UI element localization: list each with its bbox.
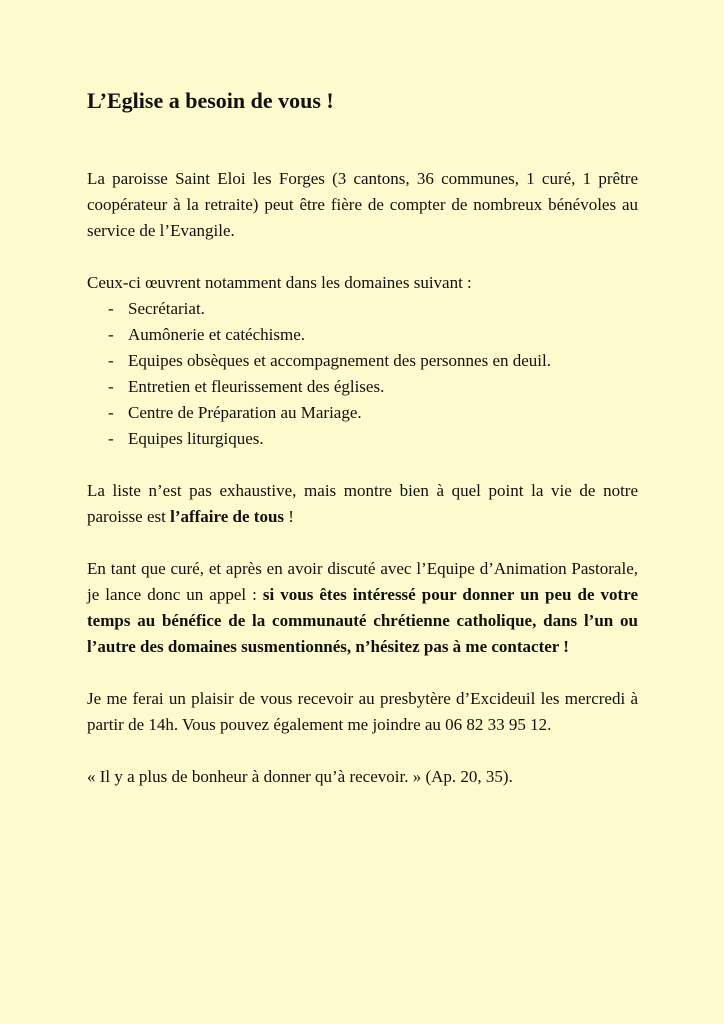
dash-marker: -	[108, 351, 114, 370]
exhaustive-text: La liste n’est pas exhaustive, mais montre bien à quel point la vie de notre paroisse est	[87, 481, 638, 526]
list-item	[87, 400, 638, 426]
intro-paragraph: La paroisse Saint Eloi les Forges (3 cantons, 36 communes, 1 curé, 1 prêtre coopérateur à la retraite) peut être fière de compter de nombreux bénévoles au service de l’Evangile.	[87, 169, 638, 240]
appeal-bold-text: si vous êtes intéressé pour donner un peu de votre temps au bénéfice de la communauté chrétienne catholique, dans l’un ou l’autre des domaines susmentionnés, n’hésitez pas à me contacter !	[87, 585, 639, 656]
list-item-label: Equipes liturgiques.	[128, 429, 264, 448]
appeal-paragraph	[87, 556, 638, 660]
list-item	[87, 322, 638, 348]
dash-marker: -	[108, 325, 114, 344]
dash-marker: -	[108, 429, 114, 448]
domains-list	[87, 296, 638, 452]
dash-marker: -	[108, 377, 114, 396]
exhaustive-bold-text: l’affaire de tous	[170, 507, 285, 526]
list-item-label: Entretien et fleurissement des églises.	[128, 377, 385, 396]
scripture-quote: « Il y a plus de bonheur à donner qu’à recevoir. » (Ap. 20, 35).	[87, 767, 513, 786]
dash-marker: -	[108, 299, 114, 318]
appeal-text: En tant que curé, et après en avoir discuté avec l’Equipe d’Animation Pastorale, je lance donc un appel :	[87, 559, 638, 604]
list-item-label: Aumônerie et catéchisme.	[128, 325, 306, 344]
list-item-label: Equipes obsèques et accompagnement des personnes en deuil.	[128, 351, 551, 370]
contact-paragraph: Je me ferai un plaisir de vous recevoir au presbytère d’Excideuil les mercredi à partir de 14h. Vous pouvez également me joindre au 06 82 33 95 12.	[87, 689, 638, 734]
dash-marker: -	[108, 403, 114, 422]
page-title: L’Eglise a besoin de vous !	[87, 88, 334, 113]
list-item	[87, 374, 638, 400]
list-item	[87, 348, 638, 374]
list-item	[87, 296, 638, 322]
domains-lead-in: Ceux-ci œuvrent notamment dans les domaines suivant :	[87, 273, 472, 292]
list-item-label: Centre de Préparation au Mariage.	[128, 403, 362, 422]
exhaustive-paragraph	[87, 478, 638, 530]
list-item-label: Secrétariat.	[128, 299, 205, 318]
exhaustive-text-end: !	[284, 507, 294, 526]
list-item	[87, 426, 638, 452]
